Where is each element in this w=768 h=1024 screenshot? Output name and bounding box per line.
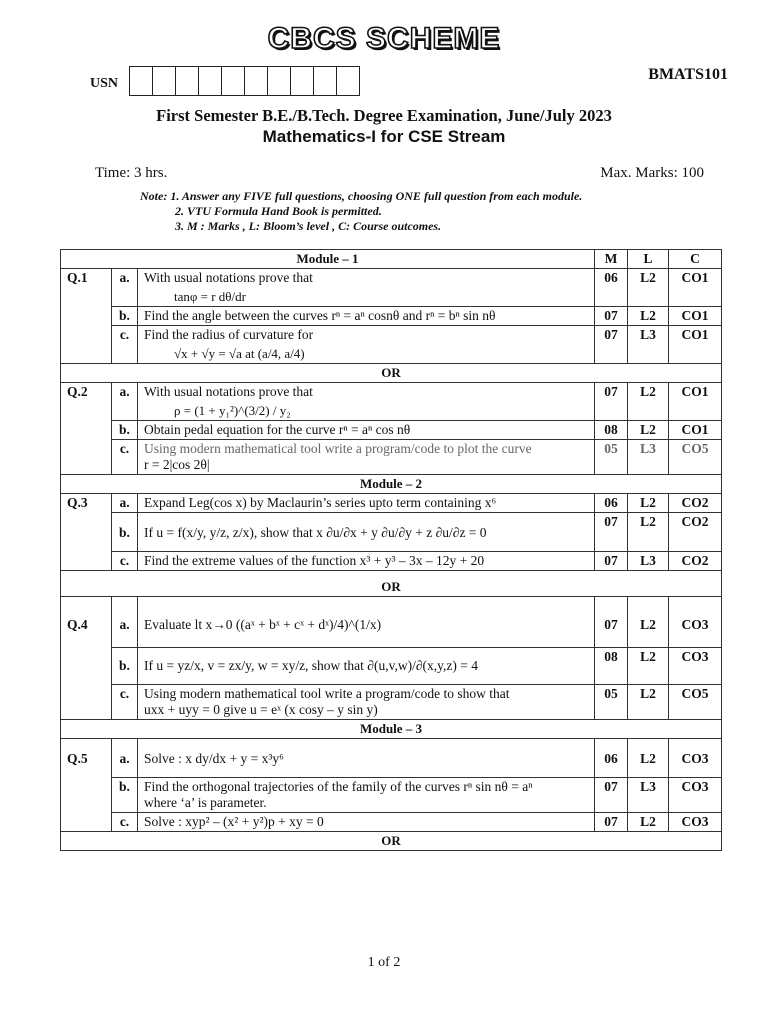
part-label: a. <box>112 739 138 778</box>
exam-time: Time: 3 hrs. <box>95 165 168 181</box>
part-label: b. <box>112 421 138 440</box>
level: L2 <box>628 269 669 307</box>
level: L2 <box>628 307 669 326</box>
outcome: CO3 <box>669 813 722 832</box>
question-text-line: r = 2|cos 2θ| <box>144 457 210 472</box>
part-label: a. <box>112 597 138 648</box>
usn-boxes <box>130 66 360 96</box>
note-2: 2. VTU Formula Hand Book is permitted. <box>175 204 382 218</box>
or-row <box>61 832 722 851</box>
note-1: Note: 1. Answer any FIVE full questions, choosing ONE full question from each module. <box>140 189 583 203</box>
marks: 06 <box>595 494 628 513</box>
outcome: CO1 <box>669 421 722 440</box>
marks: 07 <box>595 383 628 421</box>
question-number: Q.5 <box>61 739 112 832</box>
part-label: b. <box>112 778 138 813</box>
question-text: If u = yz/x, v = zx/y, w = xy/z, show that ∂(u,v,w)/∂(x,y,z) = 4 <box>138 648 595 685</box>
level: L2 <box>628 685 669 720</box>
usn-box <box>313 66 337 96</box>
marks: 05 <box>595 440 628 475</box>
subject-code: BMATS101 <box>648 66 728 83</box>
outcome: CO2 <box>669 494 722 513</box>
outcome: CO1 <box>669 326 722 364</box>
outcome: CO3 <box>669 648 722 685</box>
marks: 08 <box>595 421 628 440</box>
part-label: a. <box>112 269 138 307</box>
question-text: Solve : xyp² – (x² + y²)p + xy = 0 <box>138 813 595 832</box>
question-number: Q.3 <box>61 494 112 571</box>
marks: 07 <box>595 778 628 813</box>
question-number: Q.2 <box>61 383 112 475</box>
question-text-line: Find the orthogonal trajectories of the family of the curves rⁿ sin nθ = aⁿ <box>144 779 533 794</box>
or-label: OR <box>61 832 722 851</box>
level: L2 <box>628 813 669 832</box>
usn-box <box>290 66 314 96</box>
question-text: Expand Leg(cos x) by Maclaurin’s series upto term containing x⁶ <box>138 494 595 513</box>
question-text-line: With usual notations prove that <box>144 384 313 399</box>
question-text <box>138 778 595 813</box>
question-row <box>61 685 722 720</box>
outcome: CO5 <box>669 440 722 475</box>
question-formula: tanφ = r dθ/dr <box>174 289 246 304</box>
question-text <box>138 383 595 421</box>
part-label: c. <box>112 685 138 720</box>
module-header-row <box>61 250 722 269</box>
outcome: CO1 <box>669 307 722 326</box>
note-3: 3. M : Marks , L: Bloom’s level , C: Course outcomes. <box>175 219 442 233</box>
outcome: CO1 <box>669 383 722 421</box>
level: L2 <box>628 383 669 421</box>
module-1-title: Module – 1 <box>61 250 595 269</box>
col-marks: M <box>595 250 628 269</box>
part-label: b. <box>112 307 138 326</box>
usn-box <box>152 66 176 96</box>
scheme-banner: CBCS SCHEME <box>267 22 501 55</box>
part-label: a. <box>112 383 138 421</box>
question-row <box>61 739 722 778</box>
exam-title: First Semester B.E./B.Tech. Degree Examination, June/July 2023 <box>156 106 612 125</box>
question-row <box>61 269 722 307</box>
question-table <box>60 249 722 851</box>
question-text-line: where ‘a’ is parameter. <box>144 795 267 810</box>
question-row <box>61 552 722 571</box>
question-text-line: Find the radius of curvature for <box>144 327 314 342</box>
question-formula: √x + √y = √a at (a/4, a/4) <box>174 346 305 361</box>
part-label: c. <box>112 326 138 364</box>
part-label: c. <box>112 552 138 571</box>
question-text: Find the angle between the curves rⁿ = aⁿ cosnθ and rⁿ = bⁿ sin nθ <box>138 307 595 326</box>
level: L2 <box>628 597 669 648</box>
question-formula: ρ = (1 + y₁²)^(3/2) / y₂ <box>174 403 291 418</box>
question-row <box>61 440 722 475</box>
question-text <box>138 269 595 307</box>
col-level: L <box>628 250 669 269</box>
part-label: a. <box>112 494 138 513</box>
question-text: If u = f(x/y, y/z, z/x), show that x ∂u/∂x + y ∂u/∂y + z ∂u/∂z = 0 <box>138 513 595 552</box>
question-row <box>61 813 722 832</box>
outcome: CO3 <box>669 778 722 813</box>
usn-box <box>244 66 268 96</box>
question-text: Find the extreme values of the function x³ + y³ – 3x – 12y + 20 <box>138 552 595 571</box>
level: L2 <box>628 494 669 513</box>
part-label: b. <box>112 648 138 685</box>
part-label: b. <box>112 513 138 552</box>
module-3-title: Module – 3 <box>61 720 722 739</box>
marks: 07 <box>595 813 628 832</box>
level: L3 <box>628 440 669 475</box>
question-text: Evaluate lt x→0 ((aˣ + bˣ + cˣ + dˣ)/4)^(1/x) <box>138 597 595 648</box>
subject-title: Mathematics-I for CSE Stream <box>262 127 506 146</box>
question-row <box>61 648 722 685</box>
question-row <box>61 778 722 813</box>
level: L2 <box>628 739 669 778</box>
marks: 07 <box>595 597 628 648</box>
usn-box <box>336 66 360 96</box>
max-marks: Max. Marks: 100 <box>600 165 704 181</box>
marks: 06 <box>595 269 628 307</box>
question-text <box>138 326 595 364</box>
level: L3 <box>628 552 669 571</box>
marks: 07 <box>595 307 628 326</box>
usn-label: USN <box>90 76 119 91</box>
question-text <box>138 440 595 475</box>
usn-box <box>267 66 291 96</box>
question-text: Solve : x dy/dx + y = x³y⁶ <box>138 739 595 778</box>
outcome: CO1 <box>669 269 722 307</box>
marks: 07 <box>595 326 628 364</box>
question-number: Q.4 <box>61 597 112 720</box>
or-row <box>61 364 722 383</box>
part-label: c. <box>112 440 138 475</box>
question-text-line: uxx + uyy = 0 give u = eˣ (x cosy – y sin y) <box>144 702 378 717</box>
question-row <box>61 307 722 326</box>
module-2-title: Module – 2 <box>61 475 722 494</box>
module-header-row <box>61 475 722 494</box>
question-text-line: Using modern mathematical tool write a program/code to show that <box>144 686 510 701</box>
question-row <box>61 513 722 552</box>
usn-box <box>221 66 245 96</box>
outcome: CO3 <box>669 739 722 778</box>
question-text: Obtain pedal equation for the curve rⁿ = aⁿ cos nθ <box>138 421 595 440</box>
usn-box <box>198 66 222 96</box>
module-header-row <box>61 720 722 739</box>
question-row <box>61 597 722 648</box>
notes <box>140 189 582 234</box>
marks: 07 <box>595 513 628 552</box>
or-label: OR <box>61 364 722 383</box>
page-number: 1 of 2 <box>367 955 401 970</box>
marks: 06 <box>595 739 628 778</box>
question-row <box>61 421 722 440</box>
usn-box <box>175 66 199 96</box>
question-text-line: With usual notations prove that <box>144 270 313 285</box>
or-label: OR <box>61 571 722 597</box>
part-label: c. <box>112 813 138 832</box>
outcome: CO5 <box>669 685 722 720</box>
level: L2 <box>628 421 669 440</box>
question-number: Q.1 <box>61 269 112 364</box>
marks: 07 <box>595 552 628 571</box>
question-row <box>61 326 722 364</box>
level: L3 <box>628 326 669 364</box>
outcome: CO3 <box>669 597 722 648</box>
level: L2 <box>628 513 669 552</box>
marks: 05 <box>595 685 628 720</box>
marks: 08 <box>595 648 628 685</box>
question-row <box>61 383 722 421</box>
usn-box <box>129 66 153 96</box>
or-row <box>61 571 722 597</box>
question-row <box>61 494 722 513</box>
level: L2 <box>628 648 669 685</box>
col-outcome: C <box>669 250 722 269</box>
outcome: CO2 <box>669 513 722 552</box>
level: L3 <box>628 778 669 813</box>
question-text-line: Using modern mathematical tool write a program/code to plot the curve <box>144 441 532 456</box>
question-text <box>138 685 595 720</box>
outcome: CO2 <box>669 552 722 571</box>
